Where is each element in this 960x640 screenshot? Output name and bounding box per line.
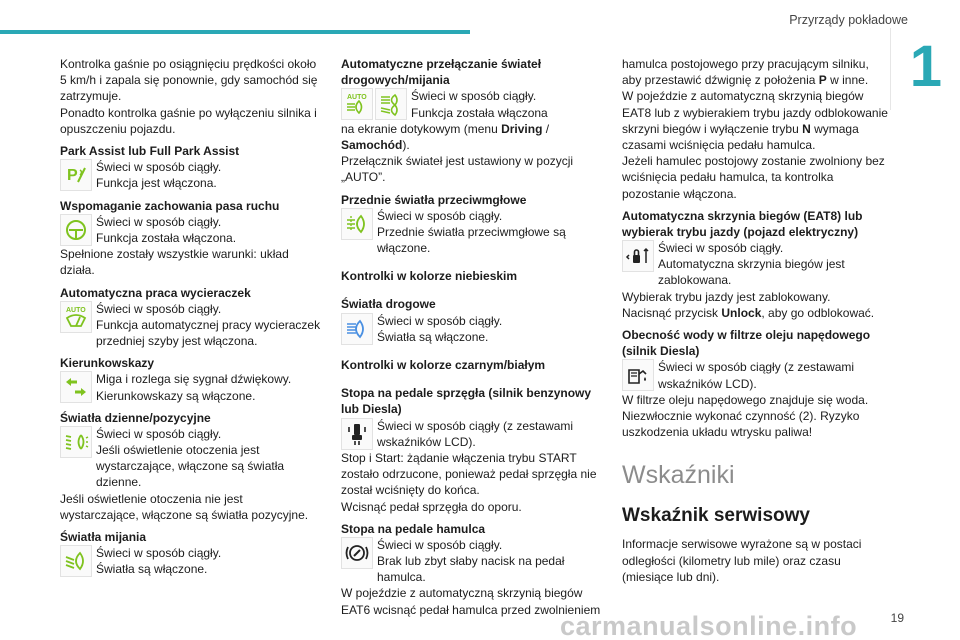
- daylight-icon: [60, 426, 92, 458]
- watermark: carmanualsonline.info: [560, 610, 858, 640]
- gear-line-2: Automatyczna skrzynia biegów jest zablokowana.: [658, 257, 845, 288]
- heading-brake-pedal: Stopa na pedale hamulca: [341, 521, 486, 536]
- section-black-lamps: Kontrolki w kolorze czarnym/białym: [341, 358, 546, 373]
- daylight-line-2: Jeśli oświetlenie otoczenia jest wystarczające, włączone są światła dzienne.: [96, 443, 285, 490]
- park-line-1: Świeci w sposób ciągły.: [96, 160, 222, 175]
- lane-line-1: Świeci w sposób ciągły.: [96, 214, 222, 229]
- entry-turn-signals: [60, 371, 322, 403]
- main-beam-icon: [341, 313, 373, 345]
- daylight-line-1: Świeci w sposób ciągły.: [96, 427, 222, 442]
- brake-continuation-2: W pojeździe z automatyczną skrzynią biegów EAT8 lub z wybierakiem trybu jazdy odblokowanie skrzyni biegów i wyłączenie trybu N wymaga czasami wciśnięcia pedału hamulca.: [622, 89, 888, 153]
- auto-headlamp-icon: [341, 88, 373, 120]
- entry-lane-assist: [60, 214, 322, 246]
- heading-turn-signals: Kierunkowskazy: [60, 356, 155, 371]
- clutch-line-2: Stop i Start: żądanie włączenia trybu START zostało odrzucone, ponieważ pedał sprzęgła nie został wciśnięty do końca.: [341, 451, 597, 498]
- column-1: [60, 56, 322, 578]
- heading-clutch: Stopa na pedale sprzęgła (silnik benzynowy lub Diesla): [341, 386, 592, 417]
- gear-line-1: Świeci w sposób ciągły.: [658, 241, 784, 256]
- autohb-line-4: Przełącznik świateł jest ustawiony w pozycji „AUTO”.: [341, 154, 574, 185]
- heading-lane-assist: Wspomaganie zachowania pasa ruchu: [60, 198, 280, 213]
- header-accent-bar: [0, 30, 470, 34]
- running-title: Przyrządy pokładowe: [789, 13, 908, 27]
- brake-pedal-icon: [341, 537, 373, 569]
- heading-gearbox: Automatyczna skrzynia biegów (EAT8) lub wybierak trybu jazdy (pojazd elektryczny): [622, 208, 863, 240]
- fog-line-1: Świeci w sposób ciągły.: [377, 208, 503, 223]
- clutch-line-3: Wcisnąć pedał sprzęgła do oporu.: [341, 499, 522, 514]
- menu-samochod: Samochód: [341, 138, 403, 153]
- heading-dipped-beam: Światła mijania: [60, 530, 147, 545]
- menu-driving: Driving: [501, 121, 543, 136]
- clutch-pedal-icon: [341, 418, 373, 450]
- unlock-button-label: Unlock: [721, 305, 762, 320]
- park-line-2: Funkcja jest włączona.: [96, 176, 217, 191]
- front-fog-icon: [341, 208, 373, 240]
- entry-main-beam: [341, 313, 603, 345]
- gear-selector-lock-icon: [622, 240, 654, 272]
- heading-main-beam: Światła drogowe: [341, 297, 436, 312]
- section-blue-lamps: Kontrolki w kolorze niebieskim: [341, 269, 518, 284]
- entry-park-assist: [60, 159, 322, 191]
- heading-front-fog: Przednie światła przeciwmgłowe: [341, 192, 527, 207]
- svg-text:P: P: [67, 167, 78, 185]
- wiper-line-1: Świeci w sposób ciągły.: [96, 301, 222, 316]
- water-line-3: Niezwłocznie wykonać czynność (2). Ryzyko uszkodzenia układu wtrysku paliwa!: [622, 409, 860, 440]
- section-title-indicators: Wskaźniki: [622, 461, 735, 490]
- lane-assist-icon: [60, 214, 92, 246]
- heading-auto-high-beam: Automatyczne przełączanie świateł drogowych/mijania: [341, 57, 542, 88]
- entry-dipped-beam: [60, 545, 322, 577]
- water-line-2: W filtrze oleju napędowego znajduje się woda.: [622, 392, 869, 407]
- entry-clutch: [341, 418, 603, 450]
- turn-signal-icon: [60, 371, 92, 403]
- clutch-line-1: Świeci w sposób ciągły (z zestawami wskaźników LCD).: [377, 418, 574, 449]
- brake-line-1: Świeci w sposób ciągły.: [377, 538, 503, 553]
- autohb-line-1: Świeci w sposób ciągły.: [411, 89, 537, 104]
- brake-continuation-3: Jeżeli hamulec postojowy zostanie zwolniony bez wciśnięcia pedału hamulca, ta kontrolka pozostanie włączona.: [622, 154, 885, 201]
- autohb-line-3: na ekranie dotykowym (menu Driving / Samochód).: [341, 121, 550, 153]
- column-2: [341, 56, 603, 618]
- brake-line-3: W pojeździe z automatyczną skrzynią biegów EAT6 wcisnąć pedał hamulca przed zwolnieniem: [341, 586, 601, 617]
- heading-daylights: Światła dzienne/pozycyjne: [60, 410, 211, 425]
- subtitle-service-indicator: Wskaźnik serwisowy: [622, 505, 810, 527]
- entry-auto-high-beam: [341, 88, 603, 120]
- fog-line-2: Przednie światła przeciwmgłowe są włączone.: [377, 224, 566, 256]
- dipped-line-1: Świeci w sposób ciągły.: [96, 546, 222, 561]
- gear-n: N: [802, 121, 811, 136]
- intro-paragraph-2: Ponadto kontrolka gaśnie po wyłączeniu silnika i opuszczeniu pojazdu.: [60, 105, 317, 136]
- wiper-line-2: Funkcja automatycznej pracy wycieraczek przedniej szyby jest włączona.: [96, 317, 321, 349]
- daylight-line-3: Jeśli oświetlenie otoczenia nie jest wystarczające, włączone są światła pozycyjne.: [60, 491, 309, 522]
- water-in-diesel-icon: [622, 359, 654, 391]
- page-number: 19: [890, 610, 904, 625]
- service-description: Informacje serwisowe wyrażone są w postaci odległości (kilometry lub mile) oraz czasu (miesiące lub dni).: [622, 537, 862, 584]
- turn-line-1: Miga i rozlega się sygnał dźwiękowy.: [96, 372, 292, 387]
- headlamp-auto-badge: AUTO: [347, 94, 367, 102]
- park-assist-icon: [60, 159, 92, 191]
- dipped-beam-icon: [60, 545, 92, 577]
- lane-line-2: Funkcja została włączona.: [96, 231, 237, 246]
- dipped-line-2: Światła są włączone.: [96, 562, 208, 577]
- gear-p: P: [818, 73, 827, 88]
- auto-wiper-icon: [60, 301, 92, 333]
- intro-paragraph: Kontrolka gaśnie po osiągnięciu prędkości około 5 km/h i zapala się ponownie, gdy samochód się zatrzymuje.: [60, 57, 318, 104]
- high-low-beam-icon: [375, 88, 407, 120]
- wiper-auto-badge: AUTO: [66, 306, 86, 314]
- water-line-1: Świeci w sposób ciągły (z zestawami wskaźników LCD).: [658, 360, 855, 391]
- gear-line-3: Wybierak trybu jazdy jest zablokowany.: [622, 289, 831, 304]
- main-line-2: Światła są włączone.: [377, 329, 489, 344]
- autohb-line-2: Funkcja została włączona: [411, 105, 548, 120]
- heading-park-assist: Park Assist lub Full Park Assist: [60, 144, 240, 159]
- chapter-number: 1: [909, 34, 942, 99]
- column-3: [622, 56, 890, 585]
- lane-line-3: Spełnione zostały wszystkie warunki: układ działa.: [60, 247, 289, 278]
- heading-water-in-filter: Obecność wody w filtrze oleju napędowego (silnik Diesla): [622, 328, 871, 359]
- brake-line-2: Brak lub zbyt słaby nacisk na pedał hamulca.: [377, 554, 565, 585]
- heading-auto-wipers: Automatyczna praca wycieraczek: [60, 285, 251, 300]
- gear-line-4: Nacisnąć przycisk Unlock, aby go odblokować.: [622, 305, 875, 320]
- entry-water-in-filter: [622, 359, 890, 391]
- turn-line-2: Kierunkowskazy są włączone.: [96, 388, 256, 403]
- brake-continuation-1: hamulca postojowego przy pracującym silniku, aby przestawić dźwignię z położenia P w inne.: [622, 57, 869, 88]
- main-line-1: Świeci w sposób ciągły.: [377, 313, 503, 328]
